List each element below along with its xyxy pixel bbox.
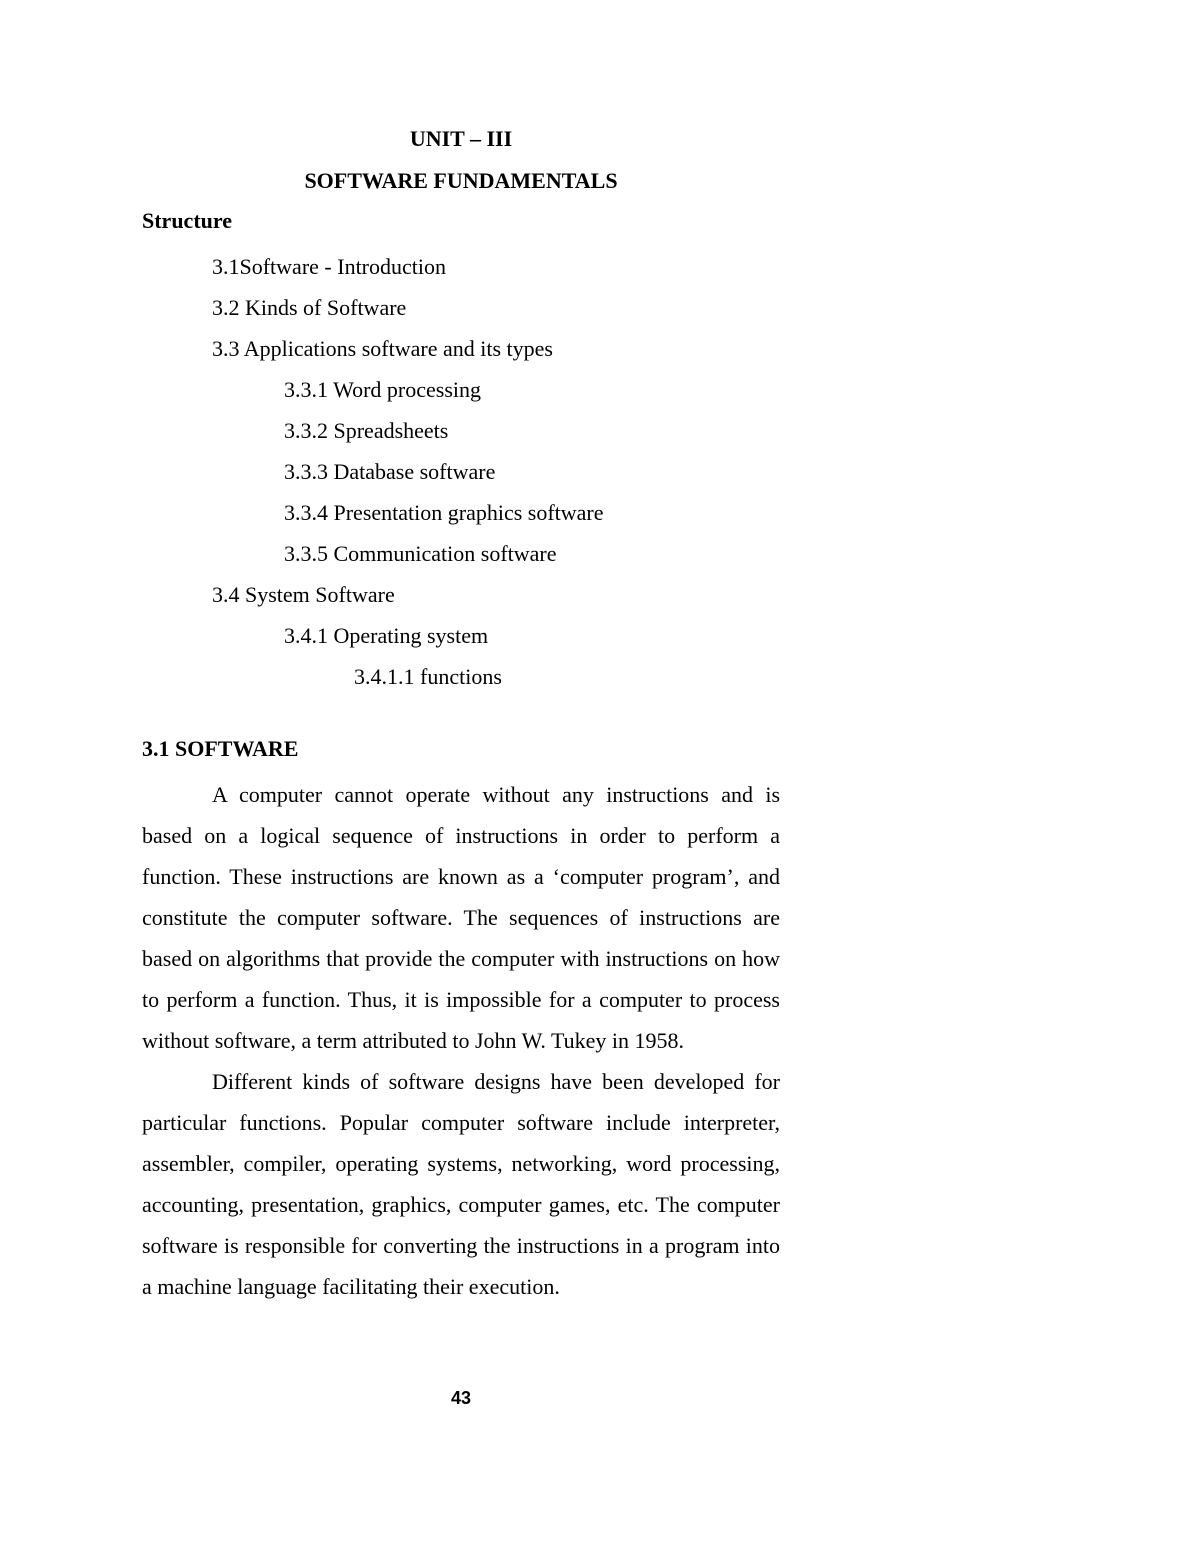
structure-item: 3.3.3 Database software: [284, 459, 496, 484]
structure-item: 3.1Software - Introduction: [212, 254, 446, 279]
chapter-title: SOFTWARE FUNDAMENTALS: [304, 168, 618, 193]
unit-heading: UNIT – III: [409, 126, 513, 151]
page-number: 43: [450, 1388, 472, 1408]
structure-item: 3.3.2 Spreadsheets: [284, 418, 449, 443]
structure-item: 3.4 System Software: [212, 582, 395, 607]
structure-item: 3.4.1 Operating system: [284, 623, 489, 648]
structure-item: 3.2 Kinds of Software: [212, 295, 407, 320]
structure-item: 3.3.1 Word processing: [284, 377, 482, 402]
structure-item: 3.4.1.1 functions: [354, 664, 502, 689]
structure-item: 3.3.4 Presentation graphics software: [284, 500, 604, 525]
paragraph: Different kinds of software designs have been developed for particular functions. Popular computer software include interpreter, assembler, compiler, operating systems, networking, word processing, accounting, presentation, graphics, computer games, etc. The computer software is responsible for converting the instructions in a program into a machine language facilitating their execution.: [142, 1069, 780, 1299]
section-body: [142, 774, 780, 1307]
structure-list: [142, 246, 604, 697]
structure-item: 3.3.5 Communication software: [284, 541, 557, 566]
paragraph: A computer cannot operate without any instructions and is based on a logical sequence of instructions in order to perform a function. These instructions are known as a ‘computer program’, and constitute the computer software. The sequences of instructions are based on algorithms that provide the computer with instructions on how to perform a function. Thus, it is impossible for a computer to process without software, a term attributed to John W. Tukey in 1958.: [142, 782, 780, 1053]
structure-label: Structure: [142, 208, 233, 233]
section-heading: 3.1 SOFTWARE: [142, 736, 299, 761]
structure-item: 3.3 Applications software and its types: [212, 336, 553, 361]
